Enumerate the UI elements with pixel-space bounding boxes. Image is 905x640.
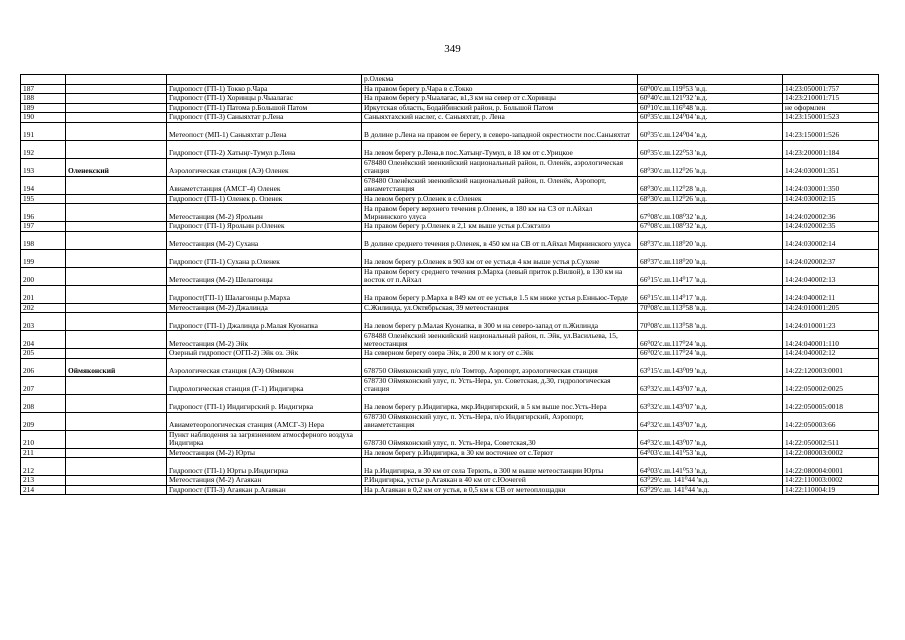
cell-address: р.Олекма xyxy=(362,75,638,85)
cell-district xyxy=(66,448,167,458)
cell-district xyxy=(66,194,167,204)
cell-district: Оленекский xyxy=(66,158,167,176)
table-row xyxy=(21,303,879,313)
cell-station-name: Метеостанция (М-2) Юрты xyxy=(167,448,362,458)
cell-district xyxy=(66,231,167,249)
cell-coordinates: 60⁰35'с.ш.124⁰04 'в.д. xyxy=(638,122,783,140)
cell-number: 212 xyxy=(21,458,66,476)
cell-coordinates: 64⁰32'с.ш.143⁰07 'в.д. xyxy=(638,430,783,448)
cell-coordinates: 67⁰08'с.ш.108⁰32 'в.д. xyxy=(638,222,783,232)
cell-cadastral-number: 14:24:040002:13 xyxy=(783,267,879,285)
cell-cadastral-number: 14:23:200001:184 xyxy=(783,140,879,158)
cell-number: 195 xyxy=(21,194,66,204)
cell-coordinates: 64⁰03'с.ш.141⁰53 'в.д. xyxy=(638,448,783,458)
cell-cadastral-number: 14:23:150001:523 xyxy=(783,113,879,123)
table-row xyxy=(21,122,879,140)
cell-district xyxy=(66,140,167,158)
cell-address: На правом берегу р.Мархa в 849 км от ее устья,в 1.5 км ниже устья р.Енньюс-Терде xyxy=(362,285,638,303)
table-row xyxy=(21,285,879,303)
table-row xyxy=(21,75,879,85)
cell-coordinates: 64⁰32'с.ш.143⁰07 'в.д. xyxy=(638,412,783,430)
cell-address: Саныяхтахский наслег, с. Саныяхтат, р. Лена xyxy=(362,113,638,123)
cell-coordinates: 68⁰30'с.ш.112⁰28 'в.д. xyxy=(638,176,783,194)
cell-cadastral-number xyxy=(783,75,879,85)
cell-coordinates: 66⁰02'с.ш.117⁰24 'в.д. xyxy=(638,331,783,349)
cell-district xyxy=(66,349,167,359)
cell-number: 196 xyxy=(21,204,66,222)
cell-number: 209 xyxy=(21,412,66,430)
cell-address: На правом берегу р.Оленек в 2,1 км выше устья р.Сэктэлээ xyxy=(362,222,638,232)
cell-address: На левом берегу р.Оленек в 903 км от ее устья,в 4 км выше устья р.Сухене xyxy=(362,249,638,267)
cell-station-name: Метеостанция (М-2) Сухана xyxy=(167,231,362,249)
table-row xyxy=(21,158,879,176)
cell-coordinates: 60⁰00'с.ш.119⁰53 'в.д. xyxy=(638,84,783,94)
cell-address: 678730 Оймяконский улус, п. Усть-Нера, Советская,30 xyxy=(362,430,638,448)
cell-cadastral-number: 14:24:010001:205 xyxy=(783,303,879,313)
cell-cadastral-number: 14:24:040002:12 xyxy=(783,349,879,359)
cell-station-name: Гидропост (ГП-2) Хатыңг-Тумул р.Лена xyxy=(167,140,362,158)
cell-station-name xyxy=(167,75,362,85)
cell-address: На правом берегу р.Чара в с.Токко xyxy=(362,84,638,94)
table-row xyxy=(21,194,879,204)
table-row xyxy=(21,448,879,458)
cell-station-name: Метеостанция (М-2) Эйк xyxy=(167,331,362,349)
table-row xyxy=(21,412,879,430)
cell-coordinates: 60⁰40'с.ш.121⁰32 'в.д. xyxy=(638,94,783,104)
cell-station-name: Метеостанция (М-2) Агаякан xyxy=(167,476,362,486)
cell-number: 203 xyxy=(21,313,66,331)
cell-number xyxy=(21,75,66,85)
cell-district xyxy=(66,485,167,495)
cell-address: Р.Индигирка, устье р.Агаякан в 40 км от с.Юочегей xyxy=(362,476,638,486)
cell-cadastral-number: 14:23:210001:715 xyxy=(783,94,879,104)
cell-address: На правом берегу верхнего течения р.Оленек, в 180 км на СЗ от п.Айхал Мирнинского улуса xyxy=(362,204,638,222)
cell-address: 678480 Оленёкский эвенкийский национальный район, п. Оленёк, аэрологическая станция xyxy=(362,158,638,176)
page-number: 349 xyxy=(444,43,461,55)
cell-station-name: Метеостанция (М-2) Джалинда xyxy=(167,303,362,313)
cell-coordinates xyxy=(638,75,783,85)
cell-cadastral-number: 14:24:010001:23 xyxy=(783,313,879,331)
cell-district xyxy=(66,476,167,486)
cell-number: 207 xyxy=(21,376,66,394)
table-row xyxy=(21,103,879,113)
cell-address: В долине р.Лена на правом ее берегу, в северо-западной окрестности пос.Саныяхтат xyxy=(362,122,638,140)
cell-address: На левом берегу р.Лена,в пос.Хатыңг-Тумул, в 18 км от с.Урицкое xyxy=(362,140,638,158)
cell-district xyxy=(66,313,167,331)
cell-station-name: Гидропост (ГП-3) Агаякан р.Агаякан xyxy=(167,485,362,495)
cell-cadastral-number: не оформлен xyxy=(783,103,879,113)
cell-coordinates: 63⁰15'с.ш.143⁰09 'в.д. xyxy=(638,358,783,376)
cell-district xyxy=(66,75,167,85)
cell-address: 678750 Оймяконский улус, п/о Томтор, Аэропорт, аэрологическая станция xyxy=(362,358,638,376)
cell-coordinates: 63⁰32'с.ш.143⁰07 'в.д. xyxy=(638,394,783,412)
cell-coordinates: 60⁰35'с.ш.124⁰04 'в.д. xyxy=(638,113,783,123)
cell-number: 206 xyxy=(21,358,66,376)
cell-district xyxy=(66,267,167,285)
cell-station-name: Авиаметеорологическая станция (АМСГ-3) Нера xyxy=(167,412,362,430)
cell-number: 188 xyxy=(21,94,66,104)
cell-address: 678480 Оленёкский эвенкийский национальный район, п. Оленёк, Аэропорт, авиаметстанция xyxy=(362,176,638,194)
cell-address: 678488 Оленёкский эвенкийский национальный район, п. Эйк, ул.Васильева, 15, метеостанция xyxy=(362,331,638,349)
cell-district xyxy=(66,331,167,349)
cell-number: 210 xyxy=(21,430,66,448)
table-row xyxy=(21,349,879,359)
cell-number: 199 xyxy=(21,249,66,267)
cell-coordinates: 66⁰02'с.ш.117⁰24 'в.д. xyxy=(638,349,783,359)
cell-cadastral-number: 14:22:050005:0018 xyxy=(783,394,879,412)
cell-district: Оймяконский xyxy=(66,358,167,376)
cell-station-name: Гидропост (ГП-1) Индигирский р. Индигирка xyxy=(167,394,362,412)
cell-number: 198 xyxy=(21,231,66,249)
cell-number: 200 xyxy=(21,267,66,285)
cell-number: 204 xyxy=(21,331,66,349)
cell-cadastral-number: 14:24:020002:36 xyxy=(783,204,879,222)
cell-station-name: Метеостанция (М-2) Шелагонцы xyxy=(167,267,362,285)
cell-cadastral-number: 14:22:080003:0002 xyxy=(783,448,879,458)
table-row xyxy=(21,222,879,232)
cell-cadastral-number: 14:22:110003:0002 xyxy=(783,476,879,486)
cell-cadastral-number: 14:22:080004:0001 xyxy=(783,458,879,476)
cell-address: 678730 Оймяконский улус, п. Усть-Нера, ул. Советская, д.30, гидрологическая станция xyxy=(362,376,638,394)
table-row xyxy=(21,430,879,448)
cell-number: 197 xyxy=(21,222,66,232)
cell-district xyxy=(66,176,167,194)
cell-coordinates: 63⁰29'с.ш. 141⁰44 'в.д. xyxy=(638,485,783,495)
cell-district xyxy=(66,94,167,104)
cell-station-name: Гидропост (ГП-1) Джалинда р.Малая Куонапка xyxy=(167,313,362,331)
cell-address: На северном берегу озера Эйк, в 200 м к югу от с.Эйк xyxy=(362,349,638,359)
cell-district xyxy=(66,412,167,430)
cell-station-name: Авиаметстанция (АМСГ-4) Оленек xyxy=(167,176,362,194)
cell-cadastral-number: 14:24:030001:351 xyxy=(783,158,879,176)
cell-cadastral-number: 14:24:020002:37 xyxy=(783,249,879,267)
cell-address: На левом берегу р.Индигирка, мкр.Индигирский, в 5 км выше пос.Усть-Нера xyxy=(362,394,638,412)
table-row xyxy=(21,358,879,376)
cell-address: На левом берегу р.Оленек в с.Оленек xyxy=(362,194,638,204)
cell-station-name: Пункт наблюдения за загрязнением атмосферного воздуха Индигирка xyxy=(167,430,362,448)
cell-address: 678730 Оймяконский улус, п. Усть-Нера, п/о Индигирский, Аэропорт, авиаметстанция xyxy=(362,412,638,430)
cell-coordinates: 60⁰10'с.ш.116⁰48 'в.д. xyxy=(638,103,783,113)
cell-station-name: Гидропост (ГП-1) Юрты р.Индигирка xyxy=(167,458,362,476)
cell-cadastral-number: 14:24:030002:15 xyxy=(783,194,879,204)
cell-district xyxy=(66,113,167,123)
cell-coordinates: 60⁰35'с.ш.122⁰53 'в.д. xyxy=(638,140,783,158)
table-row xyxy=(21,331,879,349)
cell-station-name: Гидропост (ГП-1) Оленек р. Оленек xyxy=(167,194,362,204)
cell-coordinates: 70⁰08'с.ш.113⁰58 'в.д. xyxy=(638,303,783,313)
cell-coordinates: 68⁰37'с.ш.118⁰20 'в.д. xyxy=(638,249,783,267)
cell-coordinates: 67⁰08'с.ш.108⁰32 'в.д. xyxy=(638,204,783,222)
cell-cadastral-number: 14:23:150001:526 xyxy=(783,122,879,140)
cell-district xyxy=(66,204,167,222)
cell-number: 190 xyxy=(21,113,66,123)
cell-station-name: Гидропост (ГП-1) Токко р.Чара xyxy=(167,84,362,94)
cell-station-name: Метеостанция (М-2) Ярольин xyxy=(167,204,362,222)
cell-address: На р.Агаякан в 0,2 км от устья, в 0,5 км к СВ от метеоплощадки xyxy=(362,485,638,495)
cell-district xyxy=(66,458,167,476)
cell-address: На левом берегу р.Индигирка, в 30 км восточнее от с.Терют xyxy=(362,448,638,458)
cell-district xyxy=(66,84,167,94)
table-row xyxy=(21,94,879,104)
cell-station-name: Гидропост (ГП-1) Сухана р.Оленек xyxy=(167,249,362,267)
cell-coordinates: 64⁰03'с.ш.141⁰53 'в.д. xyxy=(638,458,783,476)
cell-number: 193 xyxy=(21,158,66,176)
cell-number: 213 xyxy=(21,476,66,486)
cell-station-name: Гидропост (ГП-1) Хоринцы р.Чыалагас xyxy=(167,94,362,104)
cell-address: В долине среднего течения р.Оленек, в 450 км на СВ от п.Айхал Мирнинского улуса xyxy=(362,231,638,249)
cell-coordinates: 68⁰30'с.ш.112⁰26 'в.д. xyxy=(638,194,783,204)
table-row xyxy=(21,394,879,412)
cell-number: 205 xyxy=(21,349,66,359)
cell-district xyxy=(66,376,167,394)
cell-station-name: Гидропост (ГП-3) Саныяхтат р.Лена xyxy=(167,113,362,123)
cell-cadastral-number: 14:24:020002:35 xyxy=(783,222,879,232)
cell-district xyxy=(66,394,167,412)
cell-address: На левом берегу р.Малая Куонапка, в 300 м на северо-запад от п.Жилинда xyxy=(362,313,638,331)
table-row xyxy=(21,249,879,267)
cell-station-name: Аэрологическая станция (АЭ) Оймякон xyxy=(167,358,362,376)
table-row xyxy=(21,176,879,194)
cell-number: 211 xyxy=(21,448,66,458)
cell-number: 187 xyxy=(21,84,66,94)
cell-station-name: Озерный гидропост (ОГП-2) Эйк оз. Эйк xyxy=(167,349,362,359)
cell-coordinates: 70⁰08'с.ш.113⁰58 'в.д. xyxy=(638,313,783,331)
cell-cadastral-number: 14:23:050001:757 xyxy=(783,84,879,94)
cell-address: На р.Индигирка, в 30 км от села Терють, в 300 м выше метеостанции Юрты xyxy=(362,458,638,476)
table-row xyxy=(21,140,879,158)
cell-district xyxy=(66,222,167,232)
cell-station-name: Гидрологическая станция (Г-1) Индигирка xyxy=(167,376,362,394)
cell-cadastral-number: 14:22:050002:511 xyxy=(783,430,879,448)
cell-station-name: Аэрологическая станция (АЭ) Оленек xyxy=(167,158,362,176)
table-row xyxy=(21,231,879,249)
cell-address: Иркутская область, Бодайбинский район, р. Большой Патом xyxy=(362,103,638,113)
cell-address: На правом берегу р.Чыалагас, в1,3 км на север от с.Хоринцы xyxy=(362,94,638,104)
cell-coordinates: 68⁰37'с.ш.118⁰20 'в.д. xyxy=(638,231,783,249)
cell-district xyxy=(66,249,167,267)
table-row xyxy=(21,84,879,94)
cell-coordinates: 63⁰32'с.ш.143⁰07 'в.д. xyxy=(638,376,783,394)
table-row xyxy=(21,267,879,285)
cell-number: 201 xyxy=(21,285,66,303)
cell-address: С.Жилинда, ул.Октябрьская, 39 метеостанция xyxy=(362,303,638,313)
cell-district xyxy=(66,285,167,303)
cell-cadastral-number: 14:24:030001:350 xyxy=(783,176,879,194)
table-row xyxy=(21,113,879,123)
cell-district xyxy=(66,303,167,313)
cell-cadastral-number: 14:22:050002:0025 xyxy=(783,376,879,394)
cell-station-name: Гидропост (ГП-1) Ярольин р.Оленек xyxy=(167,222,362,232)
cell-cadastral-number: 14:24:040001:110 xyxy=(783,331,879,349)
cell-number: 214 xyxy=(21,485,66,495)
cell-number: 189 xyxy=(21,103,66,113)
cell-number: 191 xyxy=(21,122,66,140)
table-row xyxy=(21,376,879,394)
cell-number: 202 xyxy=(21,303,66,313)
cell-number: 208 xyxy=(21,394,66,412)
cell-coordinates: 63⁰29'с.ш. 141⁰44 'в.д. xyxy=(638,476,783,486)
cell-cadastral-number: 14:24:030002:14 xyxy=(783,231,879,249)
cell-cadastral-number: 14:24:040002:11 xyxy=(783,285,879,303)
cell-number: 192 xyxy=(21,140,66,158)
cell-address: На правом берегу среднего течения р.Мархa (левый приток р.Вилюй), в 130 км на восток от п.Айхал xyxy=(362,267,638,285)
stations-table xyxy=(20,74,879,495)
cell-coordinates: 66⁰15'с.ш.114⁰17 'в.д. xyxy=(638,267,783,285)
cell-station-name: Гидропост (ГП-1) Патома р.Большой Патом xyxy=(167,103,362,113)
table-row xyxy=(21,476,879,486)
cell-station-name: Метеопост (МП-1) Саныяхтат р.Лена xyxy=(167,122,362,140)
cell-cadastral-number: 14:22:120003:0001 xyxy=(783,358,879,376)
table-row xyxy=(21,313,879,331)
cell-district xyxy=(66,122,167,140)
cell-station-name: Гидропост(ГП-1) Шалагонцы р.Мархa xyxy=(167,285,362,303)
cell-cadastral-number: 14:22:050003:66 xyxy=(783,412,879,430)
cell-coordinates: 66⁰15'с.ш.114⁰17 'в.д. xyxy=(638,285,783,303)
cell-district xyxy=(66,103,167,113)
cell-district xyxy=(66,430,167,448)
cell-number: 194 xyxy=(21,176,66,194)
cell-coordinates: 68⁰30'с.ш.112⁰26 'в.д. xyxy=(638,158,783,176)
cell-cadastral-number: 14:22:110004:19 xyxy=(783,485,879,495)
table-row xyxy=(21,458,879,476)
table-row xyxy=(21,204,879,222)
table-row xyxy=(21,485,879,495)
